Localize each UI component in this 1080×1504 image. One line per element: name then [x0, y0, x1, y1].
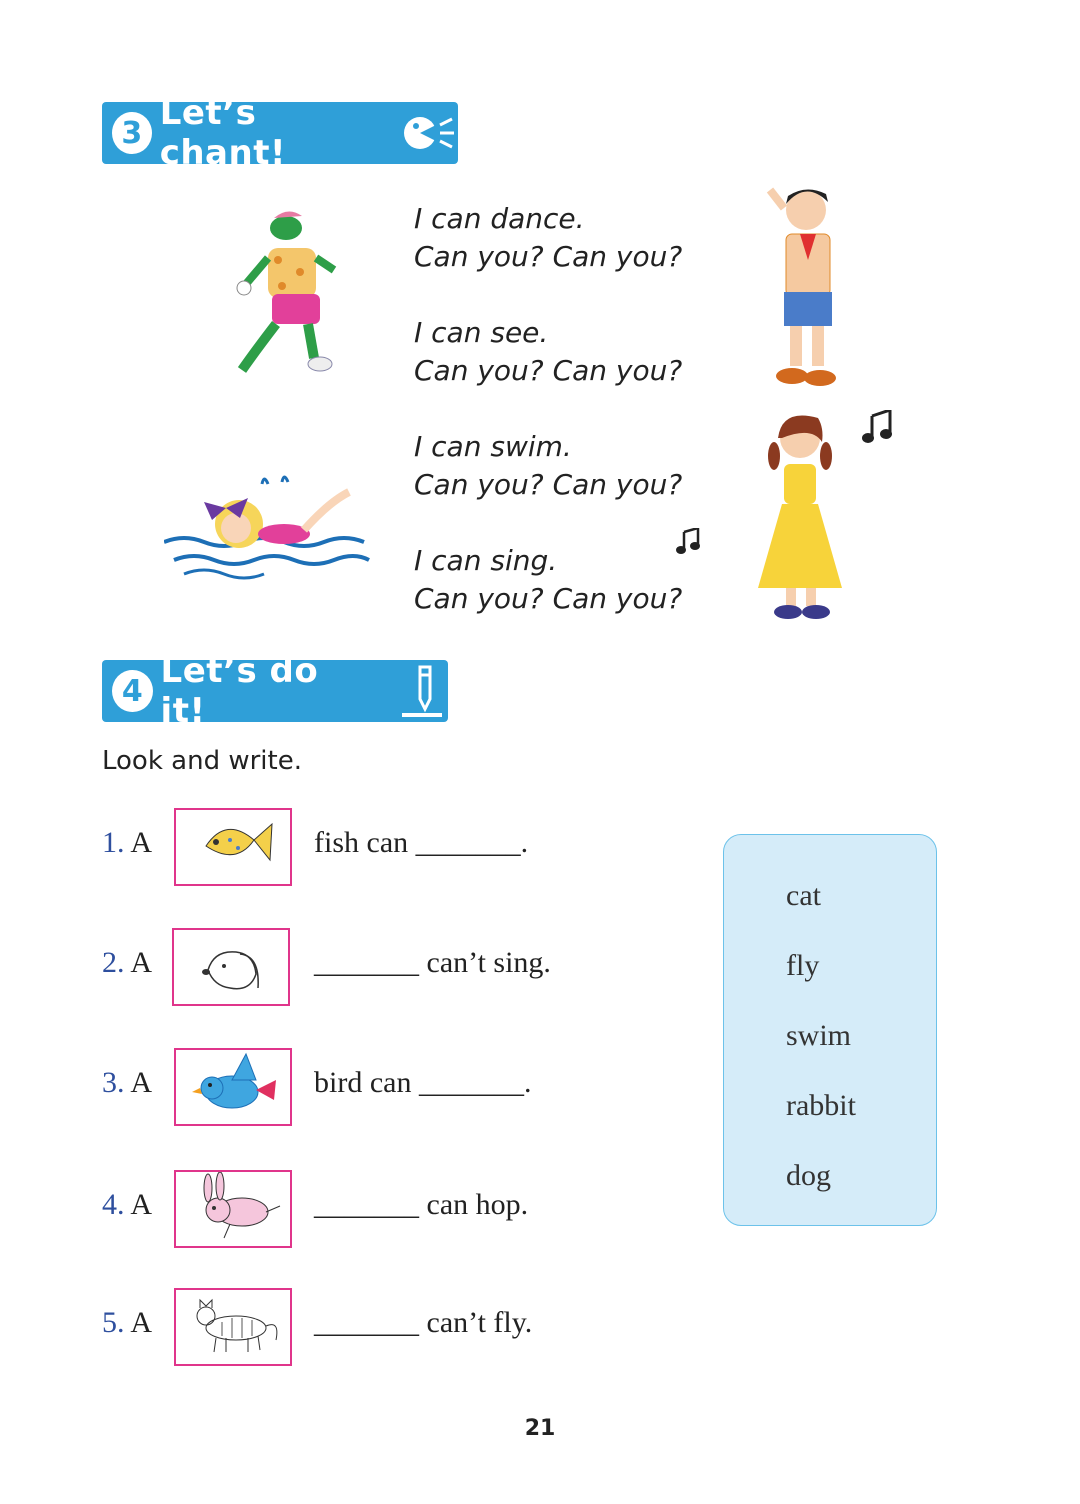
word-bank-item: swim: [786, 1019, 852, 1052]
item-number: 3: [102, 1066, 117, 1099]
item-sentence: fish can _______.: [314, 826, 529, 859]
girl-singing-illustration: [752, 408, 848, 626]
chant-stanza: [414, 314, 682, 390]
cat-picture: [174, 1288, 292, 1366]
word-bank-item: rabbit: [786, 1089, 856, 1122]
boy-looking-illustration: [756, 180, 846, 400]
bird-picture: [174, 1048, 292, 1126]
chant-line: I can swim.: [414, 430, 572, 463]
chant-line: Can you? Can you?: [414, 582, 683, 615]
item-number-label: 2. A: [102, 946, 153, 979]
chant-line: Can you? Can you?: [414, 354, 683, 387]
instruction-text: Look and write.: [102, 746, 302, 776]
item-article: A: [130, 946, 153, 979]
item-number-label: 5. A: [102, 1306, 153, 1339]
chant-stanza: [414, 542, 682, 618]
chant-line: I can dance.: [414, 202, 585, 235]
page-number: 21: [524, 1416, 556, 1441]
item-number: 4: [102, 1188, 117, 1221]
word-bank: [723, 834, 937, 1226]
word-bank-item: fly: [786, 949, 820, 982]
chant-stanza: [414, 428, 682, 504]
section-3-banner: [102, 93, 458, 173]
music-note-icon: [676, 528, 702, 556]
pencil-icon: [402, 665, 448, 717]
item-article: A: [130, 1066, 153, 1099]
item-number: 5: [102, 1306, 117, 1339]
section-4-banner: [102, 651, 448, 731]
section-title: Let’s chant!: [159, 93, 286, 173]
music-note-icon: [862, 410, 894, 446]
rabbit-picture: [174, 1170, 292, 1248]
crocodile-dancing-illustration: [216, 200, 346, 385]
dog-picture: [172, 928, 290, 1006]
item-sentence: _______ can hop.: [314, 1188, 529, 1221]
item-number-label: 1. A: [102, 826, 153, 859]
section-number: 3: [112, 112, 152, 154]
chant-line: Can you? Can you?: [414, 468, 683, 501]
chant-stanza: [414, 200, 682, 276]
item-number-label: 3. A: [102, 1066, 153, 1099]
exercise-item-1: [102, 808, 662, 888]
girl-swimming-illustration: [164, 462, 374, 582]
chant-line: I can see.: [414, 316, 549, 349]
item-sentence: bird can _______.: [314, 1066, 532, 1099]
exercise-item-2: [102, 928, 662, 1008]
chant-text: [414, 200, 682, 656]
chant-line: I can sing.: [414, 544, 558, 577]
item-article: A: [130, 826, 153, 859]
speaking-mouth-icon: [402, 113, 458, 153]
section-title: Let’s do it!: [160, 651, 319, 731]
item-article: A: [130, 1306, 153, 1339]
exercise-item-3: [102, 1048, 662, 1128]
item-sentence: _______ can’t sing.: [314, 946, 551, 979]
fish-picture: [174, 808, 292, 886]
word-bank-item: dog: [786, 1159, 831, 1192]
word-bank-item: cat: [786, 879, 821, 912]
section-number: 4: [112, 670, 153, 712]
item-number: 2: [102, 946, 117, 979]
item-sentence: _______ can’t fly.: [314, 1306, 533, 1339]
chant-line: Can you? Can you?: [414, 240, 683, 273]
item-number-label: 4. A: [102, 1188, 153, 1221]
item-article: A: [130, 1188, 153, 1221]
item-number: 1: [102, 826, 117, 859]
exercise-item-4: [102, 1170, 662, 1250]
exercise-item-5: [102, 1288, 662, 1368]
